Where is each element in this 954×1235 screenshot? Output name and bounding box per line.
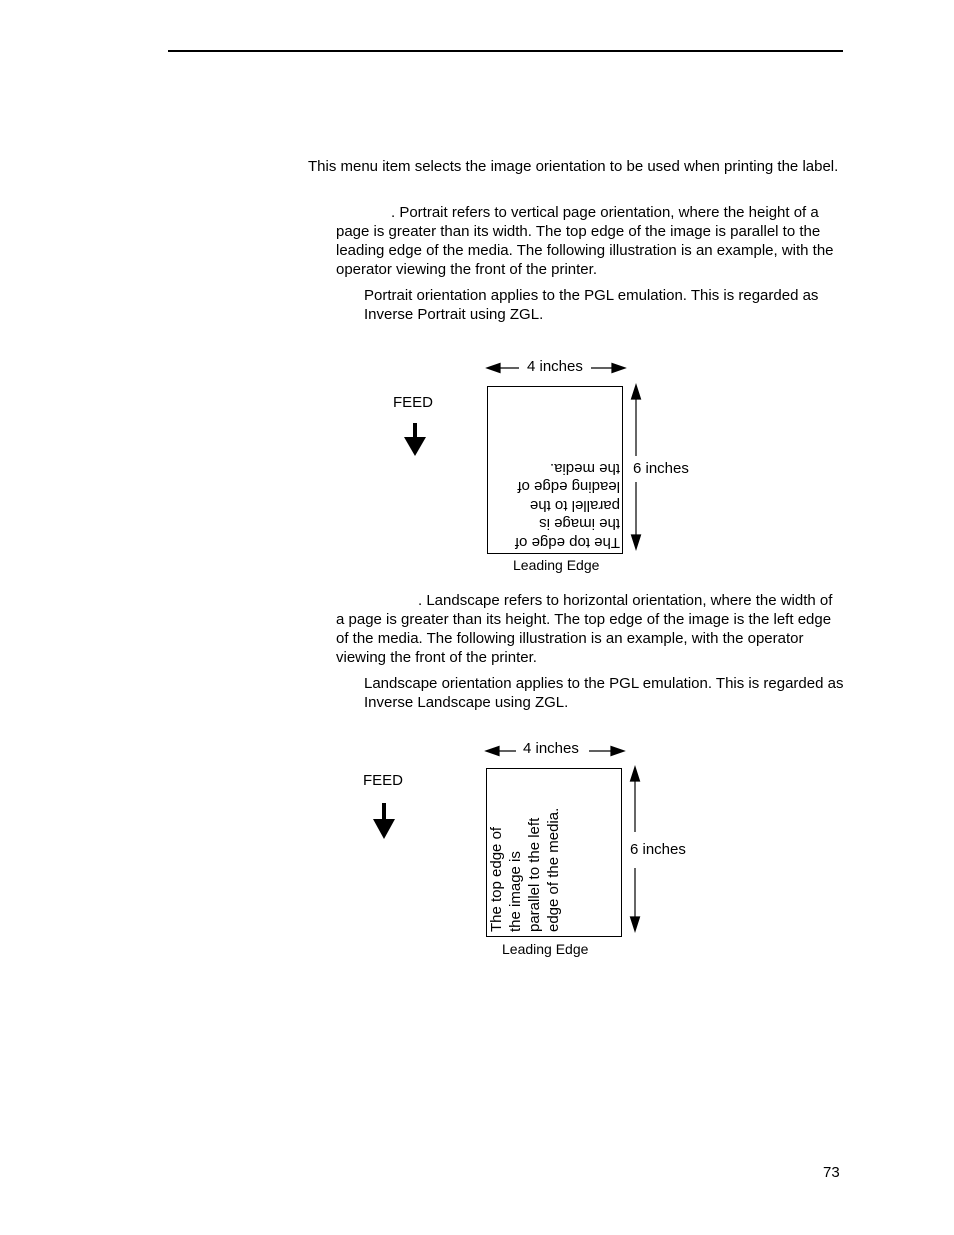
portrait-inner-line: the media. [549, 460, 620, 477]
intro-paragraph: This menu item selects the image orientation to be used when printing the label. [308, 158, 839, 175]
landscape-inner-line: the image is [507, 851, 524, 932]
portrait-inner-line: the image is [539, 515, 620, 533]
landscape-leading-edge-label: Leading Edge [502, 941, 589, 957]
landscape-width-arrow-right-head [611, 747, 624, 756]
landscape-inner-text [487, 767, 563, 932]
landscape-feed-arrow-head [373, 819, 395, 839]
landscape-height-arrow-top-head [631, 767, 640, 781]
landscape-feed-label: FEED [363, 772, 404, 789]
page-number: 73 [823, 1164, 840, 1181]
portrait-note: Portrait orientation applies to the PGL emulation. This is regarded as Inverse Portrait using ZGL. [364, 287, 819, 323]
landscape-inner-line: parallel to the left [526, 817, 543, 932]
landscape-inner-line: edge of the media. [545, 807, 562, 932]
portrait-inner-line: parallel to the [529, 497, 620, 514]
landscape-width-arrow-left-head [486, 747, 499, 756]
portrait-height-label: 6 inches [633, 460, 689, 477]
portrait-feed-label: FEED [393, 394, 434, 411]
landscape-width-label: 4 inches [523, 740, 579, 757]
portrait-leading-edge-label: Leading Edge [513, 557, 600, 573]
landscape-inner-line: The top edge of [488, 826, 505, 932]
portrait-inner-line: leading edge of [517, 478, 620, 496]
portrait-description: . Portrait refers to vertical page orientation, where the height of a page is greater than its width. The top edge of the image is parallel to the leading edge of the media. The following illustration is an example, with the operator viewing the front of the printer. [336, 204, 834, 278]
portrait-width-label: 4 inches [527, 358, 583, 375]
landscape-height-label: 6 inches [630, 841, 686, 858]
portrait-inner-line: The top edge of [514, 534, 620, 551]
landscape-description: . Landscape refers to horizontal orientation, where the width of a page is greater than its height. The top edge of the image is the left edge of the media. The following illustration is an example, with the operator viewing the front of the printer. [336, 592, 833, 666]
landscape-height-arrow-bottom-head [631, 917, 640, 931]
landscape-note: Landscape orientation applies to the PGL emulation. This is regarded as Inverse Landscape using ZGL. [364, 675, 844, 711]
